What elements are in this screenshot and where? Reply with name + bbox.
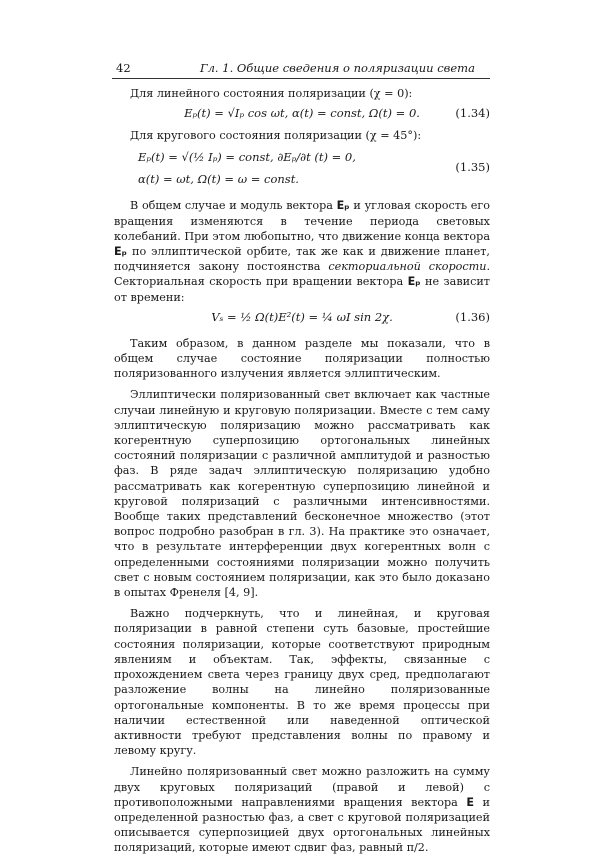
- vector-ep: Eₚ: [407, 275, 421, 289]
- important-paragraph: Важно подчеркнуть, что и линейная, и круговая поляризации в равной степени суть базовые, простейшие состояния поляризации, которые соответствуют природным явлениям и объектам. Так, эффекты, связанные с прохождением света через границу двух сред, предполагают разложение волны на линейно поляризованные ортогональные компоненты. В то же время процессы при наличии естественной или наведенной оптической активности требуют представления волны по правому и левому кругу.: [114, 607, 490, 758]
- vector-ep: Eₚ: [336, 199, 350, 213]
- equation-1-36-number: (1.36): [455, 309, 490, 324]
- equation-1-35-number: (1.35): [455, 160, 490, 175]
- equation-1-35-line2: α(t) = ωt, Ω(t) = ω = const.: [138, 172, 299, 187]
- circular-intro: Для кругового состояния поляризации (χ = 45°):: [130, 129, 422, 143]
- equation-1-34-formula: Eₚ(t) = √Iₚ cos ωt, α(t) = const, Ω(t) = 0.: [184, 106, 420, 121]
- general-case-paragraph: В общем случае и модуль вектора Eₚ и угловая скорость его вращения изменяются в течение периода световых колебаний. При этом любопытно, что движение конца вектора Eₚ по эллиптической орбите, так же как и движение планет, подчиняется закону постоянства секториальной скорости. Секториальная скорость при вращении вектора Eₚ не зависит от времени:: [114, 199, 491, 304]
- vector-ep: Eₚ: [114, 245, 128, 259]
- vector-e: E: [466, 795, 475, 809]
- equation-1-34: [114, 102, 490, 126]
- equation-1-36-formula: Vₛ = ½ Ω(t)E²(t) = ¼ ωI sin 2χ.: [211, 309, 393, 324]
- elliptic-paragraph: Эллиптически поляризованный свет включает как частные случаи линейную и круговую поляризации. Вместе с тем саму эллиптическую поляризацию можно рассматривать как когерентную суперпозицию ортогональных линейных состояний поляризации с различной амплитудой и разностью фаз. В ряде задач эллиптическую поляризацию удобно рассматривать как когерентную суперпозицию линейной и круговой поляризаций с различными интенсивностями. Вообще таких представлений бесконечное множество (этот вопрос подробно разобран в гл. 3). На практике это означает, что в результате интерференции двух когерентных волн с определенными состояниями поляризации можно получить свет с новым состоянием поляризации, как это было доказано в опытах Френеля [4, 9].: [114, 388, 490, 600]
- equation-1-36: [114, 306, 490, 334]
- equation-1-35-line1: Eₚ(t) = √(½ Iₚ) = const, ∂Eₚ/∂t (t) = 0,: [138, 150, 356, 165]
- page-body: [114, 86, 490, 856]
- equation-1-34-number: (1.34): [455, 106, 490, 121]
- chapter-title: Гл. 1. Общие сведения о поляризации света: [200, 61, 475, 75]
- final-paragraph: Линейно поляризованный свет можно разложить на сумму двух круговых поляризаций (правой и левой) с противоположными направлениями вращения вектора E и определенной разностью фаз, а свет с круговой поляризацией описывается суперпозицией двух ортогональных линейных поляризаций, которые имеют сдвиг фаз, равный π/2.: [114, 765, 491, 855]
- conclusion-paragraph: Таким образом, в данном разделе мы показали, что в общем случае состояние поляризации полностью поляризованного излучения является эллиптическим.: [114, 336, 490, 381]
- linear-intro: Для линейного состояния поляризации (χ = 0):: [130, 87, 413, 100]
- sectorial-velocity-term: секториальной скорости: [328, 260, 487, 274]
- equation-1-35: [114, 144, 490, 192]
- running-header: [112, 58, 490, 79]
- page-number: 42: [116, 61, 131, 75]
